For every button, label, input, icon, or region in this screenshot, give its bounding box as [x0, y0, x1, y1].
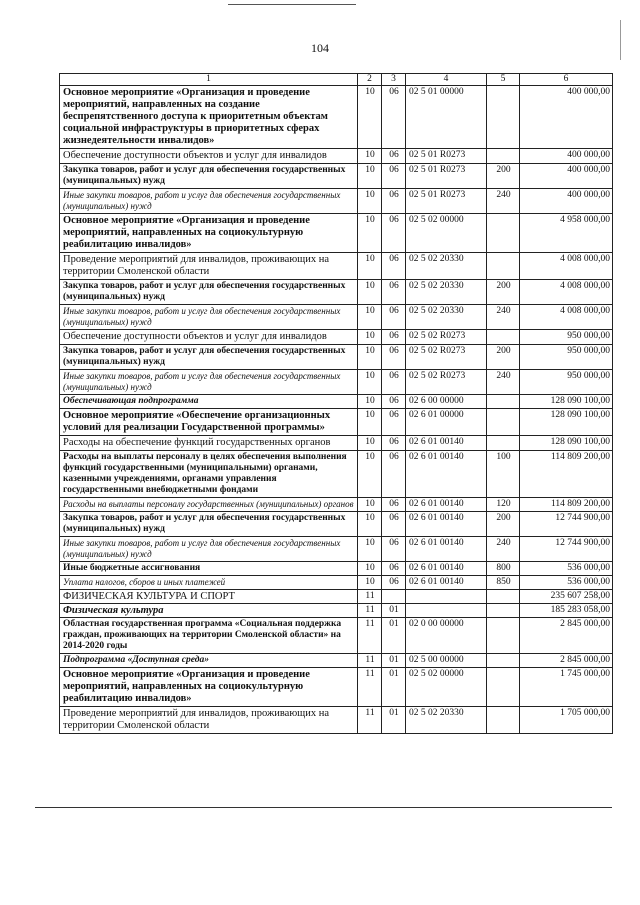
- target-article-cell: 02 5 02 R0273: [406, 370, 487, 395]
- table-row: [60, 395, 613, 409]
- table-row: [60, 618, 613, 654]
- row-name-cell: Иные закупки товаров, работ и услуг для обеспечения государственных (муниципальных) нужд: [60, 537, 358, 562]
- column-header: 2: [358, 74, 382, 86]
- expense-type-cell: [487, 618, 520, 654]
- table-row: [60, 164, 613, 189]
- expense-type-cell: [487, 149, 520, 164]
- row-name-cell: ФИЗИЧЕСКАЯ КУЛЬТУРА И СПОРТ: [60, 590, 358, 604]
- target-article-cell: 02 5 01 R0273: [406, 164, 487, 189]
- table-row: [60, 576, 613, 590]
- subsection-code-cell: 06: [382, 189, 406, 214]
- expense-type-cell: 240: [487, 537, 520, 562]
- section-code-cell: 10: [358, 576, 382, 590]
- amount-cell: 185 283 058,00: [520, 604, 613, 618]
- section-code-cell: 10: [358, 370, 382, 395]
- amount-cell: 128 090 100,00: [520, 436, 613, 451]
- target-article-cell: 02 6 01 00140: [406, 537, 487, 562]
- section-code-cell: 11: [358, 707, 382, 734]
- table-row: [60, 512, 613, 537]
- expense-type-cell: [487, 86, 520, 149]
- amount-cell: 950 000,00: [520, 370, 613, 395]
- subsection-code-cell: 06: [382, 409, 406, 436]
- target-article-cell: 02 6 00 00000: [406, 395, 487, 409]
- amount-cell: 114 809 200,00: [520, 498, 613, 512]
- amount-cell: 12 744 900,00: [520, 537, 613, 562]
- amount-cell: 4 958 000,00: [520, 214, 613, 253]
- target-article-cell: 02 6 01 00140: [406, 562, 487, 576]
- subsection-code-cell: 06: [382, 436, 406, 451]
- amount-cell: 950 000,00: [520, 330, 613, 345]
- column-header: 4: [406, 74, 487, 86]
- target-article-cell: 02 5 02 20330: [406, 305, 487, 330]
- row-name-cell: Основное мероприятие «Обеспечение организационных условий для реализации Государственной программы»: [60, 409, 358, 436]
- table-row: [60, 370, 613, 395]
- row-name-cell: Областная государственная программа «Социальная поддержка граждан, проживающих на территории Смоленской области» на 2014-2020 годы: [60, 618, 358, 654]
- row-name-cell: Расходы на выплаты персоналу государственных (муниципальных) органов: [60, 498, 358, 512]
- column-header: 3: [382, 74, 406, 86]
- row-name-cell: Иные закупки товаров, работ и услуг для обеспечения государственных (муниципальных) нужд: [60, 370, 358, 395]
- section-code-cell: 10: [358, 562, 382, 576]
- subsection-code-cell: 06: [382, 576, 406, 590]
- table-row: [60, 451, 613, 498]
- expense-type-cell: 850: [487, 576, 520, 590]
- amount-cell: 128 090 100,00: [520, 409, 613, 436]
- amount-cell: 4 008 000,00: [520, 280, 613, 305]
- amount-cell: 950 000,00: [520, 345, 613, 370]
- expense-type-cell: [487, 436, 520, 451]
- section-code-cell: 10: [358, 214, 382, 253]
- row-name-cell: Расходы на обеспечение функций государственных органов: [60, 436, 358, 451]
- amount-cell: 2 845 000,00: [520, 654, 613, 668]
- subsection-code-cell: 06: [382, 280, 406, 305]
- subsection-code-cell: 06: [382, 370, 406, 395]
- amount-cell: 400 000,00: [520, 164, 613, 189]
- subsection-code-cell: 06: [382, 345, 406, 370]
- section-code-cell: 10: [358, 86, 382, 149]
- amount-cell: 400 000,00: [520, 86, 613, 149]
- subsection-code-cell: 01: [382, 707, 406, 734]
- table-row: [60, 537, 613, 562]
- table-row: [60, 498, 613, 512]
- table-row: [60, 707, 613, 734]
- subsection-code-cell: 06: [382, 451, 406, 498]
- table-row: [60, 562, 613, 576]
- target-article-cell: 02 5 01 R0273: [406, 189, 487, 214]
- section-code-cell: 11: [358, 618, 382, 654]
- target-article-cell: 02 6 01 00140: [406, 576, 487, 590]
- section-code-cell: 10: [358, 253, 382, 280]
- subsection-code-cell: 06: [382, 149, 406, 164]
- row-name-cell: Обеспечение доступности объектов и услуг для инвалидов: [60, 149, 358, 164]
- expense-type-cell: 200: [487, 345, 520, 370]
- amount-cell: 114 809 200,00: [520, 451, 613, 498]
- section-code-cell: 10: [358, 395, 382, 409]
- row-name-cell: Расходы на выплаты персоналу в целях обеспечения выполнения функций государственными (муниципальными) органами, казенными учреждениями, органами управления государственными внебюджетными фондами: [60, 451, 358, 498]
- subsection-code-cell: 06: [382, 86, 406, 149]
- amount-cell: 4 008 000,00: [520, 253, 613, 280]
- row-name-cell: Иные закупки товаров, работ и услуг для обеспечения государственных (муниципальных) нужд: [60, 305, 358, 330]
- expense-type-cell: 100: [487, 451, 520, 498]
- subsection-code-cell: 06: [382, 537, 406, 562]
- row-name-cell: Закупка товаров, работ и услуг для обеспечения государственных (муниципальных) нужд: [60, 164, 358, 189]
- expense-type-cell: 120: [487, 498, 520, 512]
- target-article-cell: 02 6 01 00140: [406, 512, 487, 537]
- column-header: 6: [520, 74, 613, 86]
- section-code-cell: 10: [358, 280, 382, 305]
- section-code-cell: 10: [358, 305, 382, 330]
- target-article-cell: 02 5 02 20330: [406, 280, 487, 305]
- section-code-cell: 10: [358, 189, 382, 214]
- section-code-cell: 10: [358, 149, 382, 164]
- target-article-cell: 02 5 01 R0273: [406, 149, 487, 164]
- expense-type-cell: 200: [487, 512, 520, 537]
- table-row: [60, 604, 613, 618]
- amount-cell: 2 845 000,00: [520, 618, 613, 654]
- target-article-cell: 02 5 02 R0273: [406, 330, 487, 345]
- table-header-row: [60, 74, 613, 86]
- subsection-code-cell: 01: [382, 618, 406, 654]
- section-code-cell: 10: [358, 164, 382, 189]
- amount-cell: 400 000,00: [520, 149, 613, 164]
- table-row: [60, 436, 613, 451]
- row-name-cell: Закупка товаров, работ и услуг для обеспечения государственных (муниципальных) нужд: [60, 512, 358, 537]
- table-row: [60, 330, 613, 345]
- row-name-cell: Основное мероприятие «Организация и проведение мероприятий, направленных на создание беспрепятственного доступа к приоритетным объектам социальной инфраструктуры в приоритетных сферах жизнедеятельности инвалидов»: [60, 86, 358, 149]
- row-name-cell: Уплата налогов, сборов и иных платежей: [60, 576, 358, 590]
- expense-type-cell: [487, 409, 520, 436]
- row-name-cell: Основное мероприятие «Организация и проведение мероприятий, направленных на социокультурную реабилитацию инвалидов»: [60, 668, 358, 707]
- subsection-code-cell: 06: [382, 305, 406, 330]
- target-article-cell: 02 5 02 R0273: [406, 345, 487, 370]
- row-name-cell: Обеспечение доступности объектов и услуг для инвалидов: [60, 330, 358, 345]
- row-name-cell: Иные бюджетные ассигнования: [60, 562, 358, 576]
- page-number: 104: [311, 41, 329, 55]
- expense-type-cell: 240: [487, 370, 520, 395]
- subsection-code-cell: 06: [382, 214, 406, 253]
- subsection-code-cell: 01: [382, 604, 406, 618]
- section-code-cell: 10: [358, 330, 382, 345]
- subsection-code-cell: [382, 590, 406, 604]
- table-row: [60, 305, 613, 330]
- target-article-cell: 02 5 01 00000: [406, 86, 487, 149]
- expense-type-cell: [487, 604, 520, 618]
- target-article-cell: 02 6 01 00000: [406, 409, 487, 436]
- subsection-code-cell: 06: [382, 512, 406, 537]
- table-row: [60, 590, 613, 604]
- budget-table: [59, 73, 613, 734]
- expense-type-cell: 800: [487, 562, 520, 576]
- section-code-cell: 10: [358, 512, 382, 537]
- amount-cell: 4 008 000,00: [520, 305, 613, 330]
- expense-type-cell: [487, 654, 520, 668]
- expense-type-cell: 240: [487, 305, 520, 330]
- expense-type-cell: [487, 330, 520, 345]
- target-article-cell: 02 5 02 00000: [406, 668, 487, 707]
- section-code-cell: 10: [358, 451, 382, 498]
- row-name-cell: Физическая культура: [60, 604, 358, 618]
- table-row: [60, 345, 613, 370]
- expense-type-cell: 240: [487, 189, 520, 214]
- expense-type-cell: [487, 707, 520, 734]
- table-row: [60, 149, 613, 164]
- section-code-cell: 10: [358, 498, 382, 512]
- table-row: [60, 214, 613, 253]
- top-scan-line: [228, 4, 356, 5]
- subsection-code-cell: 01: [382, 654, 406, 668]
- section-code-cell: 10: [358, 409, 382, 436]
- target-article-cell: 02 5 00 00000: [406, 654, 487, 668]
- row-name-cell: Обеспечивающая подпрограмма: [60, 395, 358, 409]
- row-name-cell: Закупка товаров, работ и услуг для обеспечения государственных (муниципальных) нужд: [60, 280, 358, 305]
- expense-type-cell: [487, 668, 520, 707]
- amount-cell: 400 000,00: [520, 189, 613, 214]
- strike-through-line: [35, 807, 612, 808]
- subsection-code-cell: 06: [382, 253, 406, 280]
- expense-type-cell: 200: [487, 164, 520, 189]
- column-header: 5: [487, 74, 520, 86]
- row-name-cell: Проведение мероприятий для инвалидов, проживающих на территории Смоленской области: [60, 707, 358, 734]
- section-code-cell: 11: [358, 668, 382, 707]
- subsection-code-cell: 01: [382, 668, 406, 707]
- section-code-cell: 11: [358, 654, 382, 668]
- target-article-cell: 02 5 02 20330: [406, 253, 487, 280]
- target-article-cell: 02 6 01 00140: [406, 498, 487, 512]
- amount-cell: 235 607 258,00: [520, 590, 613, 604]
- table-row: [60, 668, 613, 707]
- section-code-cell: 10: [358, 436, 382, 451]
- section-code-cell: 10: [358, 537, 382, 562]
- column-header: 1: [60, 74, 358, 86]
- expense-type-cell: [487, 395, 520, 409]
- amount-cell: 536 000,00: [520, 576, 613, 590]
- amount-cell: 1 705 000,00: [520, 707, 613, 734]
- subsection-code-cell: 06: [382, 562, 406, 576]
- subsection-code-cell: 06: [382, 498, 406, 512]
- amount-cell: 536 000,00: [520, 562, 613, 576]
- row-name-cell: Подпрограмма «Доступная среда»: [60, 654, 358, 668]
- expense-type-cell: [487, 253, 520, 280]
- row-name-cell: Закупка товаров, работ и услуг для обеспечения государственных (муниципальных) нужд: [60, 345, 358, 370]
- expense-type-cell: [487, 590, 520, 604]
- table-row: [60, 654, 613, 668]
- amount-cell: 128 090 100,00: [520, 395, 613, 409]
- target-article-cell: 02 5 02 20330: [406, 707, 487, 734]
- table-row: [60, 86, 613, 149]
- target-article-cell: [406, 590, 487, 604]
- section-code-cell: 11: [358, 590, 382, 604]
- expense-type-cell: 200: [487, 280, 520, 305]
- row-name-cell: Иные закупки товаров, работ и услуг для обеспечения государственных (муниципальных) нужд: [60, 189, 358, 214]
- amount-cell: 1 745 000,00: [520, 668, 613, 707]
- target-article-cell: 02 6 01 00140: [406, 451, 487, 498]
- row-name-cell: Проведение мероприятий для инвалидов, проживающих на территории Смоленской области: [60, 253, 358, 280]
- row-name-cell: Основное мероприятие «Организация и проведение мероприятий, направленных на социокультурную реабилитацию инвалидов»: [60, 214, 358, 253]
- table-row: [60, 280, 613, 305]
- table-row: [60, 409, 613, 436]
- target-article-cell: [406, 604, 487, 618]
- subsection-code-cell: 06: [382, 330, 406, 345]
- table-row: [60, 253, 613, 280]
- target-article-cell: 02 5 02 00000: [406, 214, 487, 253]
- amount-cell: 12 744 900,00: [520, 512, 613, 537]
- table-row: [60, 189, 613, 214]
- expense-type-cell: [487, 214, 520, 253]
- section-code-cell: 10: [358, 345, 382, 370]
- subsection-code-cell: 06: [382, 164, 406, 189]
- target-article-cell: 02 6 01 00140: [406, 436, 487, 451]
- section-code-cell: 11: [358, 604, 382, 618]
- target-article-cell: 02 0 00 00000: [406, 618, 487, 654]
- subsection-code-cell: 06: [382, 395, 406, 409]
